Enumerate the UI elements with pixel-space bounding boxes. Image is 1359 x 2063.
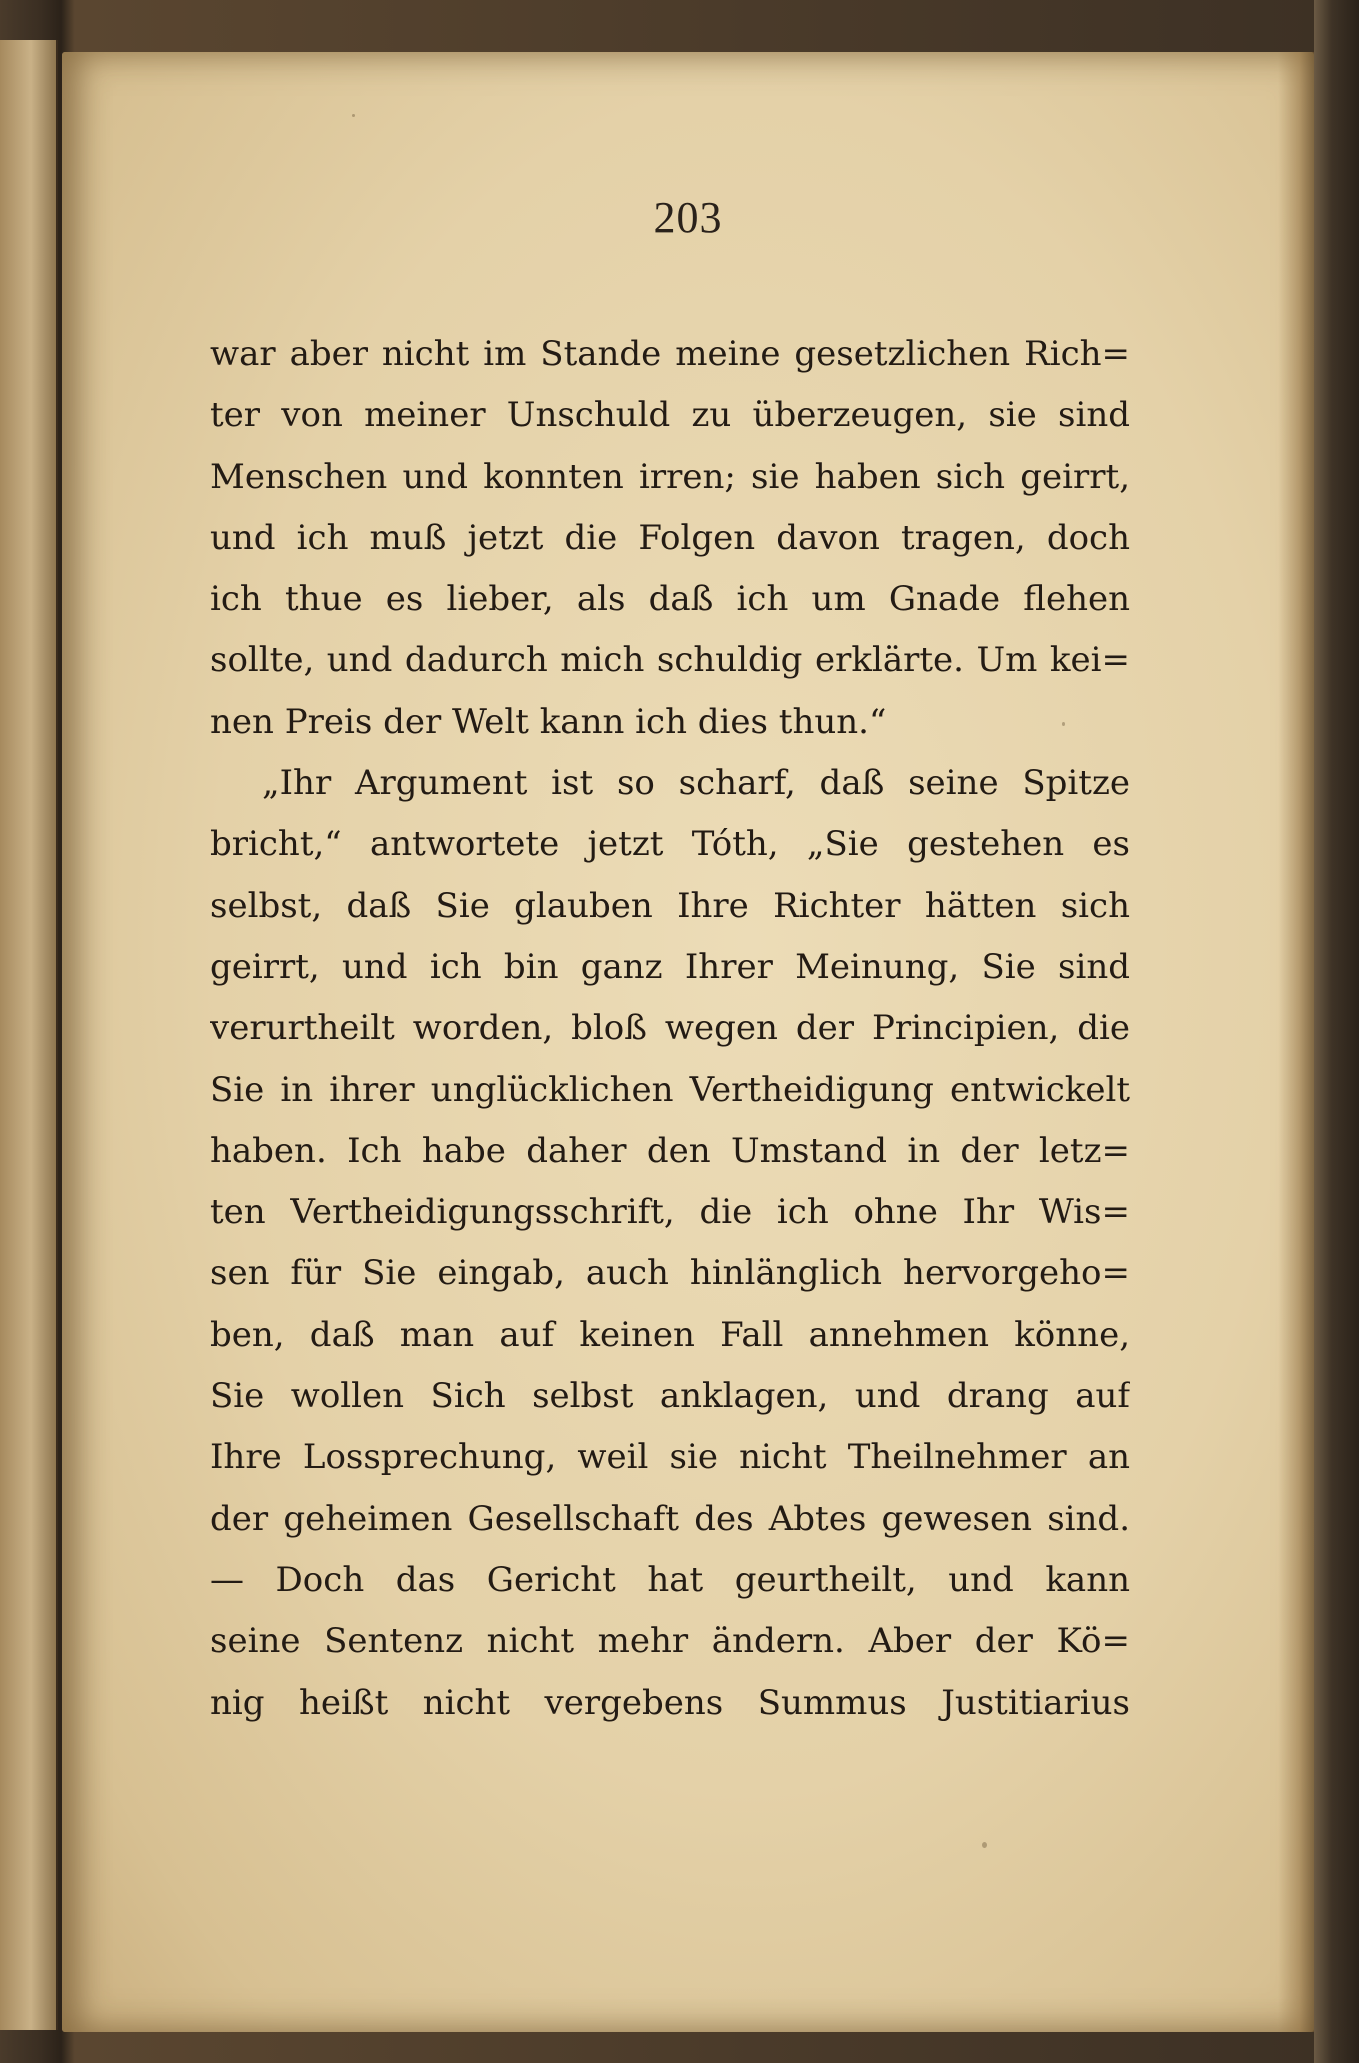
text-line: Sie wollen Sich selbst anklagen, und drang auf bbox=[210, 1376, 1130, 1417]
text-line: „Ihr Argument ist so scharf, daß seine Spitze bbox=[262, 763, 1130, 804]
paper-speck bbox=[352, 114, 355, 117]
text-line: nen Preis der Welt kann ich dies thun.“ bbox=[210, 701, 887, 742]
book-page bbox=[62, 52, 1314, 2032]
page-edge-shadow bbox=[1278, 52, 1314, 2032]
text-line: Menschen und konnten irren; sie haben sich geirrt, bbox=[210, 456, 1130, 497]
text-line: — Doch das Gericht hat geurtheilt, und kann bbox=[210, 1559, 1130, 1600]
text-line: ich thue es lieber, als daß ich um Gnade flehen bbox=[210, 579, 1130, 620]
text-line: verurtheilt worden, bloß wegen der Principien, die bbox=[210, 1008, 1130, 1049]
text-line: sollte, und dadurch mich schuldig erklärte. Um kei= bbox=[210, 640, 1130, 681]
text-line: der geheimen Gesellschaft des Abtes gewesen sind. bbox=[210, 1498, 1130, 1539]
text-line: ben, daß man auf keinen Fall annehmen könne, bbox=[210, 1314, 1130, 1355]
text-line: bricht,“ antwortete jetzt Tóth, „Sie gestehen es bbox=[210, 824, 1130, 865]
book-binding-edge bbox=[1314, 0, 1359, 2063]
text-line: nig heißt nicht vergebens Summus Justitiarius bbox=[210, 1682, 1130, 1723]
text-line: ten Vertheidigungsschrift, die ich ohne Ihr Wis= bbox=[210, 1192, 1130, 1233]
text-line: selbst, daß Sie glauben Ihre Richter hätten sich bbox=[210, 885, 1130, 926]
text-line: geirrt, und ich bin ganz Ihrer Meinung, Sie sind bbox=[210, 946, 1130, 987]
text-line: ter von meiner Unschuld zu überzeugen, sie sind bbox=[210, 395, 1130, 436]
text-line: sen für Sie eingab, auch hinlänglich hervorgeho= bbox=[210, 1253, 1130, 1294]
paper-speck bbox=[982, 1842, 987, 1848]
text-line: Ihre Lossprechung, weil sie nicht Theilnehmer an bbox=[210, 1437, 1130, 1478]
body-text bbox=[210, 324, 1130, 1734]
text-line: haben. Ich habe daher den Umstand in der letz= bbox=[210, 1130, 1130, 1171]
page-number: 203 bbox=[653, 193, 723, 242]
left-page-edge bbox=[0, 40, 58, 2030]
text-line: seine Sentenz nicht mehr ändern. Aber der Kö= bbox=[210, 1621, 1130, 1662]
text-line: und ich muß jetzt die Folgen davon tragen, doch bbox=[210, 517, 1130, 558]
paper-speck bbox=[1062, 722, 1065, 726]
text-line: war aber nicht im Stande meine gesetzlichen Rich= bbox=[210, 334, 1130, 374]
text-line: Sie in ihrer unglücklichen Vertheidigung entwickelt bbox=[210, 1069, 1130, 1110]
